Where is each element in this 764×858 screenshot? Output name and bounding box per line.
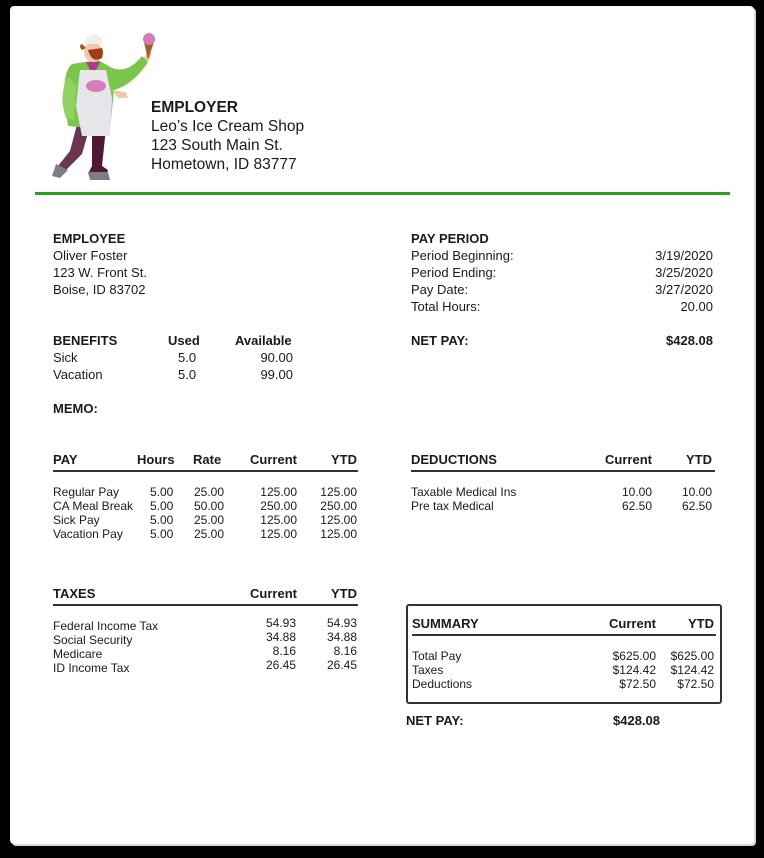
table-row <box>412 649 714 663</box>
table-row <box>411 499 714 513</box>
employee-heading: EMPLOYEE <box>53 231 126 246</box>
total-hours-label: Total Hours: <box>411 299 481 314</box>
pay-col-ytd: YTD <box>331 452 357 467</box>
taxes-table-header <box>53 585 357 602</box>
summary-box <box>406 604 722 704</box>
benefits-col-available: Available <box>235 333 292 348</box>
pay-col-rate: Rate <box>193 452 222 467</box>
benefits-header <box>53 332 303 349</box>
deduction-current: 62.50 <box>621 499 652 513</box>
deduction-current: 10.00 <box>621 485 652 499</box>
pay-period-heading: PAY PERIOD <box>411 231 489 246</box>
deductions-heading: DEDUCTIONS <box>411 452 497 467</box>
benefit-available: 90.00 <box>260 350 293 365</box>
pay-item-hours: 5.00 <box>150 499 174 513</box>
summary-item-current: $72.50 <box>619 677 656 691</box>
employee-address-line2: Boise, ID 83702 <box>53 282 146 297</box>
summary-item-name: Deductions <box>412 677 473 691</box>
tax-name: Federal Income Tax <box>53 619 159 633</box>
pay-item-ytd: 125.00 <box>320 527 357 541</box>
net-pay-row <box>411 332 713 349</box>
summary-net-pay-label: NET PAY: <box>406 713 464 728</box>
summary-rule <box>412 634 716 636</box>
table-row <box>53 499 357 513</box>
ice-cream-vendor-illustration-icon <box>48 26 158 182</box>
summary-net-pay-row <box>406 712 660 729</box>
pay-item-current: 250.00 <box>260 499 297 513</box>
tax-ytd: 26.45 <box>326 658 357 672</box>
benefit-used: 5.0 <box>178 350 197 365</box>
taxes-col-ytd: YTD <box>331 586 357 601</box>
benefit-used: 5.0 <box>178 367 197 382</box>
table-row <box>412 677 714 691</box>
pay-item-current: 125.00 <box>260 513 297 527</box>
table-row <box>53 630 357 647</box>
taxes-table-body <box>53 616 357 675</box>
period-ending-value: 3/25/2020 <box>655 265 713 280</box>
pay-table-body <box>53 485 357 541</box>
period-beginning-value: 3/19/2020 <box>655 248 713 263</box>
deductions-table-rule <box>411 470 715 472</box>
pay-period-row <box>411 281 713 298</box>
net-pay-label: NET PAY: <box>411 333 469 348</box>
pay-item-rate: 25.00 <box>194 513 225 527</box>
period-ending-label: Period Ending: <box>411 265 497 280</box>
tax-name: Medicare <box>53 647 103 661</box>
summary-item-current: $625.00 <box>612 649 656 663</box>
pay-item-hours: 5.00 <box>150 485 174 499</box>
deduction-ytd: 10.00 <box>681 485 712 499</box>
pay-item-name: CA Meal Break <box>53 499 134 513</box>
deduction-name: Pre tax Medical <box>411 499 494 513</box>
summary-item-current: $124.42 <box>612 663 656 677</box>
deductions-col-current: Current <box>605 452 652 467</box>
table-row <box>53 485 357 499</box>
header-divider <box>35 192 730 195</box>
employer-address-line1: 123 South Main St. <box>151 137 283 154</box>
pay-item-name: Vacation Pay <box>53 527 123 541</box>
pay-item-ytd: 250.00 <box>320 499 357 513</box>
benefits-heading: BENEFITS <box>53 333 118 348</box>
summary-item-ytd: $625.00 <box>670 649 714 663</box>
employee-address-line1: 123 W. Front St. <box>53 265 147 280</box>
tax-ytd: 8.16 <box>333 644 357 658</box>
pay-item-rate: 50.00 <box>194 499 225 513</box>
pay-item-rate: 25.00 <box>194 527 225 541</box>
memo-label: MEMO: <box>53 401 98 416</box>
employer-name: Leo’s Ice Cream Shop <box>151 118 305 135</box>
pay-date-label: Pay Date: <box>411 282 469 297</box>
summary-heading: SUMMARY <box>412 616 479 631</box>
taxes-table-rule <box>53 604 358 606</box>
deductions-col-ytd: YTD <box>686 452 712 467</box>
pay-table-header <box>53 451 357 468</box>
taxes-col-current: Current <box>250 586 297 601</box>
deductions-table-body <box>411 485 714 513</box>
pay-table-rule <box>53 470 358 472</box>
table-row <box>53 513 357 527</box>
employee-name: Oliver Foster <box>53 248 128 263</box>
summary-item-ytd: $72.50 <box>677 677 714 691</box>
tax-current: 54.93 <box>265 616 296 630</box>
pay-col-current: Current <box>250 452 297 467</box>
tax-current: 26.45 <box>265 658 296 672</box>
benefits-row <box>53 366 303 383</box>
tax-ytd: 34.88 <box>326 630 357 644</box>
pay-date-value: 3/27/2020 <box>655 282 713 297</box>
net-pay-value: $428.08 <box>666 333 713 348</box>
deduction-ytd: 62.50 <box>681 499 712 513</box>
pay-item-rate: 25.00 <box>194 485 225 499</box>
summary-net-pay-value: $428.08 <box>613 713 660 728</box>
tax-name: Social Security <box>53 633 133 647</box>
table-row <box>412 663 714 677</box>
pay-period-row <box>411 247 713 264</box>
benefits-table <box>53 332 303 383</box>
pay-item-hours: 5.00 <box>150 527 174 541</box>
pay-item-ytd: 125.00 <box>320 485 357 499</box>
total-hours-value: 20.00 <box>680 299 713 314</box>
deductions-table-header <box>411 451 714 468</box>
pay-stub-document <box>10 6 754 844</box>
employer-block <box>151 98 304 174</box>
pay-item-hours: 5.00 <box>150 513 174 527</box>
table-row <box>53 527 357 541</box>
benefit-name: Sick <box>53 350 78 365</box>
pay-col-hours: Hours <box>137 452 175 467</box>
benefits-row <box>53 349 303 366</box>
employer-address-line2: Hometown, ID 83777 <box>151 156 297 173</box>
benefit-name: Vacation <box>53 367 103 382</box>
pay-item-name: Regular Pay <box>53 485 120 499</box>
summary-body <box>412 649 714 691</box>
pay-period-block <box>411 230 713 349</box>
summary-item-name: Total Pay <box>412 649 462 663</box>
employer-heading: EMPLOYER <box>151 99 238 116</box>
summary-col-ytd: YTD <box>688 616 714 631</box>
pay-period-row <box>411 264 713 281</box>
pay-heading: PAY <box>53 452 78 467</box>
summary-col-current: Current <box>609 616 656 631</box>
pay-table <box>53 451 357 468</box>
pay-item-current: 125.00 <box>260 485 297 499</box>
deduction-name: Taxable Medical Ins <box>411 485 517 499</box>
pay-period-row <box>411 298 713 315</box>
tax-name: ID Income Tax <box>53 661 130 675</box>
pay-item-current: 125.00 <box>260 527 297 541</box>
table-row <box>53 644 357 661</box>
table-row <box>411 485 714 499</box>
summary-header <box>412 615 714 632</box>
deductions-table <box>411 451 714 468</box>
tax-current: 34.88 <box>265 630 296 644</box>
table-row <box>53 616 357 633</box>
pay-item-name: Sick Pay <box>53 513 100 527</box>
benefit-available: 99.00 <box>260 367 293 382</box>
taxes-heading: TAXES <box>53 586 96 601</box>
employee-block <box>53 230 147 298</box>
table-row <box>53 658 357 675</box>
pay-item-ytd: 125.00 <box>320 513 357 527</box>
taxes-table <box>53 585 357 602</box>
summary-item-ytd: $124.42 <box>670 663 714 677</box>
benefits-col-used: Used <box>168 333 200 348</box>
tax-current: 8.16 <box>272 644 296 658</box>
period-beginning-label: Period Beginning: <box>411 248 514 263</box>
tax-ytd: 54.93 <box>326 616 357 630</box>
summary-item-name: Taxes <box>412 663 444 677</box>
